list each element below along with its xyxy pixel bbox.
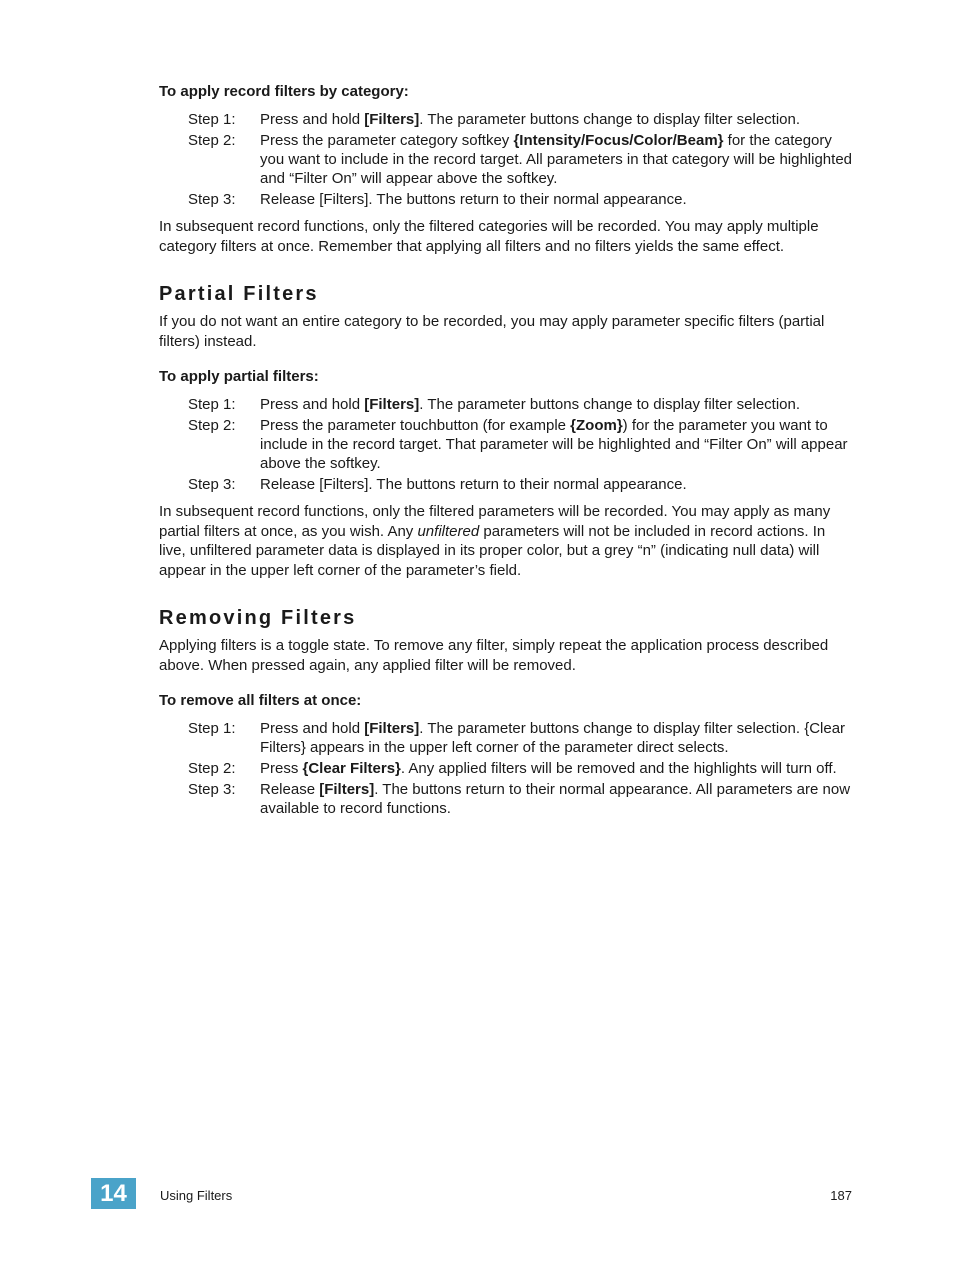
step-label: Step 2: [188,132,236,149]
text-run: Press [260,760,303,777]
step-text [260,131,853,188]
step-text [260,190,853,209]
text-run: . The parameter buttons change to display filter selection. [419,396,801,413]
step-label: Step 3: [188,476,236,493]
step-label: Step 3: [188,191,236,208]
procedure-title-remove: To remove all filters at once: [159,692,362,709]
footer-chapter-title: Using Filters [160,1188,233,1203]
text-run: Release [Filters]. The buttons return to their normal appearance. [260,191,687,208]
heading-removing-filters: Removing Filters [159,607,357,629]
text-run: ) for the parameter you want to include in the record target. That parameter will be highlighted and “Filter On” will appear above the softkey. [260,417,848,472]
text-run: . The buttons return to their normal appearance. All parameters are now available to record functions. [260,781,851,817]
text-run: Press the parameter category softkey [260,132,514,149]
steps-remove [159,719,853,818]
steps-category [159,110,853,209]
bold-text: [Filters] [364,720,420,737]
paragraph-partial-note [159,502,853,580]
bold-text: [Filters] [319,781,375,798]
step-text [260,110,853,129]
text-run: for the category you want to include in the record target. All parameters in that category will be highlighted and “Filter On” will appear above the softkey. [260,132,853,187]
step-item [159,395,853,414]
paragraph-partial-intro: If you do not want an entire category to be recorded, you may apply parameter specific filters (partial filters) instead. [159,313,825,350]
bold-text: {Clear Filters} [302,760,401,777]
step-text [260,780,853,818]
bold-text: {Intensity/Focus/Color/Beam} [513,132,724,149]
text-run: . The parameter buttons change to display filter selection. [419,111,801,128]
step-label: Step 1: [188,396,236,413]
paragraph-category-note: In subsequent record functions, only the filtered categories will be recorded. You may apply multiple category filters at once. Remember that applying all filters and no filters yields the same effect. [159,218,819,255]
step-item [159,416,853,473]
step-text [260,395,853,414]
italic-text: unfiltered [417,522,480,540]
text-run: Release [260,781,320,798]
step-item [159,190,853,209]
step-item [159,780,853,818]
bold-text: {Zoom} [570,417,623,434]
step-item [159,719,853,757]
step-label: Step 2: [188,760,236,777]
step-label: Step 1: [188,720,236,737]
text-run: Press the parameter touchbutton (for example [260,417,571,434]
step-item [159,475,853,494]
procedure-title-category: To apply record filters by category: [159,83,409,100]
text-run: Press and hold [260,720,365,737]
bold-text: [Filters] [364,111,420,128]
paragraph-removing-intro: Applying filters is a toggle state. To remove any filter, simply repeat the application process described above. When pressed again, any applied filter will be removed. [159,637,829,674]
page-body [159,82,853,826]
step-text [260,475,853,494]
procedure-title-partial: To apply partial filters: [159,368,319,385]
step-label: Step 2: [188,417,236,434]
bold-text: [Filters] [364,396,420,413]
text-run: Press and hold [260,111,365,128]
footer-page-number: 187 [830,1188,852,1203]
text-run: Press and hold [260,396,365,413]
step-text [260,759,853,778]
heading-partial-filters: Partial Filters [159,283,319,305]
step-text [260,719,853,757]
text-run: . The parameter buttons change to display filter selection. {Clear Filters} appears in the upper left corner of the parameter direct selects. [260,720,846,756]
step-item [159,110,853,129]
text-run: parameters will not be included in record actions. In live, unfiltered parameter data is displayed in its proper color, but a grey “n” (indicating null data) will appear in the upper left corner of the parameter’s field. [159,522,826,579]
step-label: Step 3: [188,781,236,798]
text-run: In subsequent record functions, only the filtered parameters will be recorded. You may apply as many partial filters at once, as you wish. Any [159,503,831,540]
step-item [159,131,853,188]
step-label: Step 1: [188,111,236,128]
text-run: Release [Filters]. The buttons return to their normal appearance. [260,476,687,493]
step-text [260,416,853,473]
step-item [159,759,853,778]
text-run: . Any applied filters will be removed and the highlights will turn off. [400,760,837,777]
chapter-badge: 14 [91,1178,136,1209]
steps-partial [159,395,853,494]
